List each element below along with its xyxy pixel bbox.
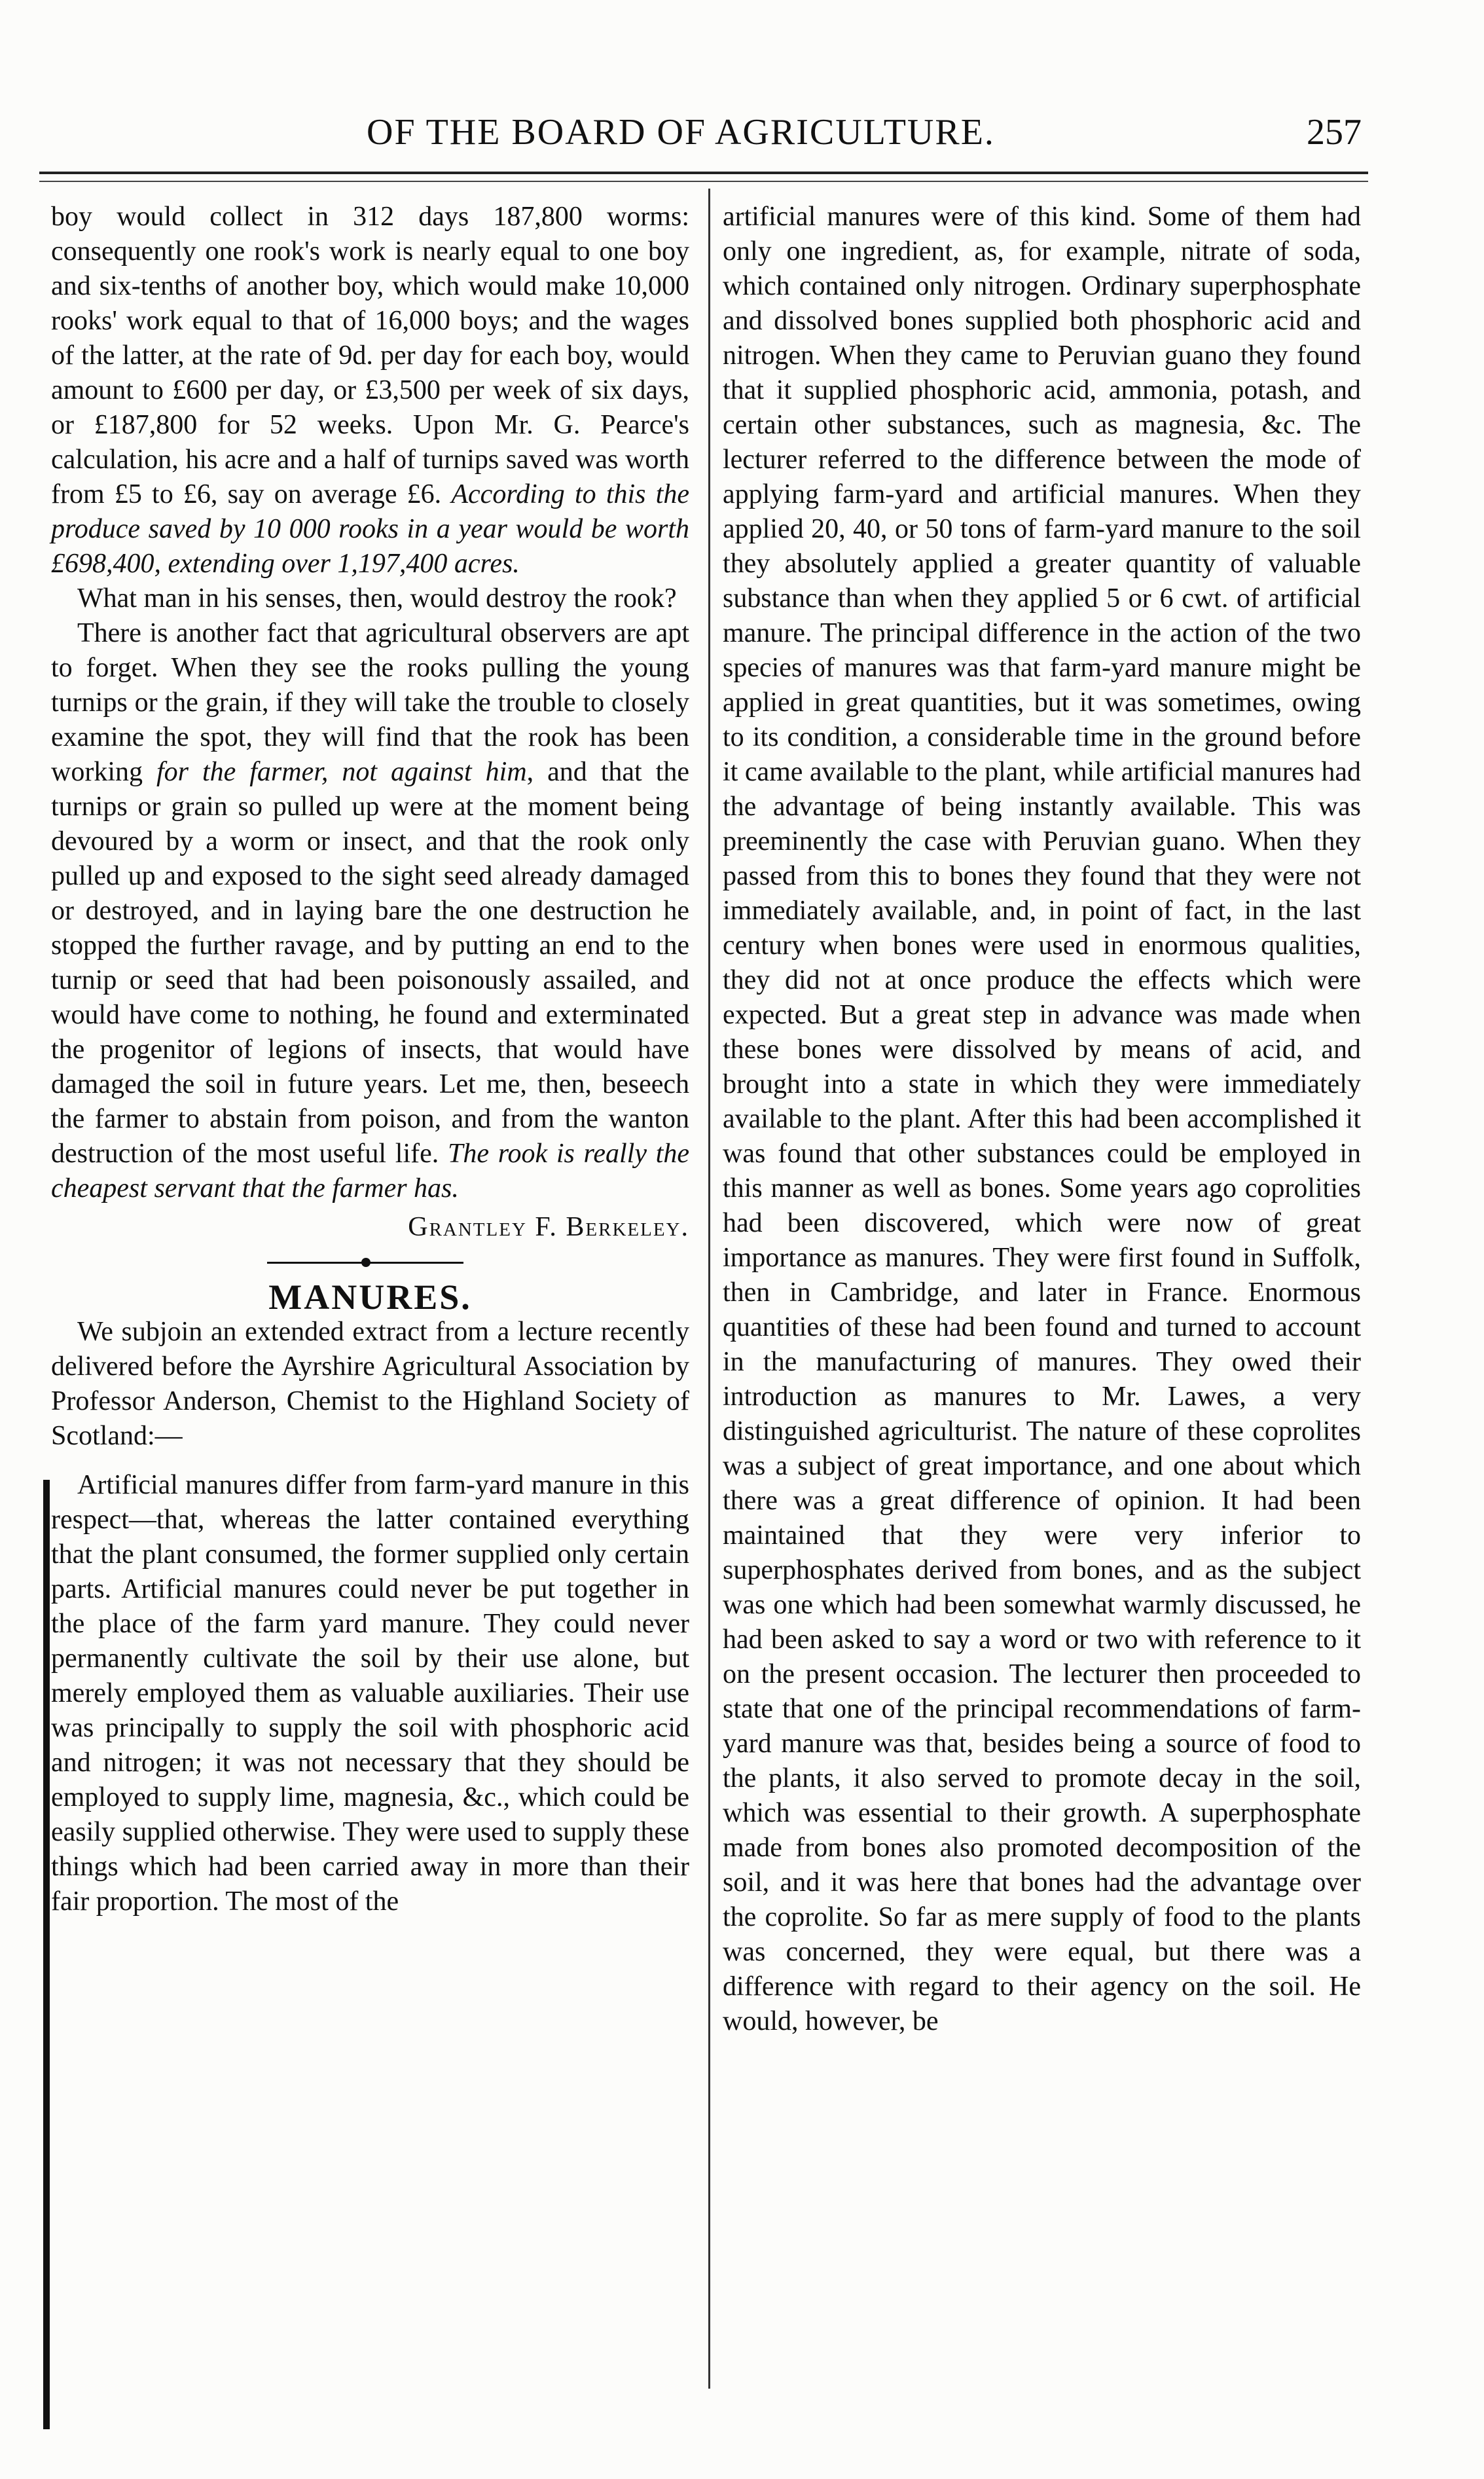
- left-column: [51, 200, 689, 1919]
- manures-paragraph-1: Artificial manures differ from farm-yard manure in this respect—that, whereas the latter contained everything that the plant consumed, the former supplied only certain parts. Artificial manures could never be put together in the place of the farm yard manure. They could never permanently cultivate the soil by their use alone, but merely employed them as valuable auxiliaries. Their use was principally to supply the soil with phosphoric acid and nitrogen; it was not necessary that they should be employed to supply lime, magnesia, &c., which could be easily supplied otherwise. They were used to supply these things which had been carried away in more than their fair proportion. The most of the: [51, 1470, 689, 1917]
- ornament-dot: [361, 1258, 371, 1267]
- rook-paragraph-1: [51, 200, 689, 581]
- rook-paragraph-3-italic-a: for the farmer, not against him: [156, 757, 527, 787]
- rook-paragraph-3: [51, 616, 689, 1206]
- running-head: [367, 111, 1362, 164]
- rook-paragraph-3-text-a: There is another fact that agricultural observers are apt to forget. When they see the rooks pulling the young turnips or the grain, if they will take the trouble to closely examine the spot, they will find that the rook has been working: [51, 618, 689, 787]
- header-rule-thick: [39, 172, 1368, 174]
- header-rule-thin: [39, 181, 1368, 182]
- manures-paragraph-continued: artificial manures were of this kind. Some of them had only one ingredient, as, for example, nitrate of soda, which contained only nitrogen. Ordinary superphosphate and dissolved bones supplied both phosphoric acid and nitrogen. When they came to Peruvian guano they found that it supplied phosphoric acid, ammonia, potash, and certain other substances, such as magnesia, &c. The lecturer referred to the difference between the mode of applying farm-yard and artificial manures. When they applied 20, 40, or 50 tons of farm-yard manure to the soil they absolutely applied a greater quantity of valuable substance than when they applied 5 or 6 cwt. of artificial manure. The principal difference in the action of the two species of manures was that farm-yard manure might be applied in great quantities, but it was sometimes, owing to its condition, a considerable time in the ground before it came available to the plant, while artificial manures had the advantage of being instantly available. This was preeminently the case with Peruvian guano. When they passed from this to bones they found that they were not immediately available, and, in point of fact, in the last century when bones were used in enormous qualities, they did not at once produce the effects which were expected. But a great step in advance was made when these bones were dissolved by means of acid, and brought into a state in which they were immediately available to the plant. After this had been accomplished it was found that other substances could be employed in this manner as well as bones. Some years ago coprolities had been discovered, which were now of great importance as manures. They were first found in Suffolk, then in Cambridge, and later in France. Enormous quantities of these had been found and turned to account in the manufacturing of manures. They owed their introduction as manures to Mr. Lawes, a very distinguished agriculturist. The nature of these coprolites was a subject of great importance, and one about which there was a great difference of opinion. It had been maintained that they were very inferior to superphosphates derived from bones, and as the subject was one which had been somewhat warmly discussed, he had been asked to say a word or two with reference to it on the present occasion. The lecturer then proceeded to state that one of the principal recommendations of farm-yard manure was that, besides being a source of food to the plants, it also served to promote decay in the soil, which was essential to their growth. A superphosphate made from bones also promoted decomposition of the soil, and it was here that bones had the advantage over the coprolite. So far as mere supply of food to the plants was concerned, they were equal, but there was a difference with regard to their agency on the soil. He would, however, be: [723, 202, 1361, 2036]
- rook-paragraph-2: What man in his senses, then, would destroy the rook?: [77, 583, 677, 614]
- author-signature: Grantley F. Berkeley.: [408, 1212, 689, 1242]
- binding-edge-shadow: [43, 1480, 50, 2429]
- right-column: [723, 200, 1361, 2039]
- section-title-manures: MANURES.: [268, 1277, 472, 1317]
- rook-paragraph-1-italic: According to this the produce saved by 10 000 rooks in a year would be worth £698,400, extending over 1,197,400 acres.: [51, 479, 689, 579]
- column-divider: [708, 189, 710, 2389]
- rook-paragraph-1-text: boy would collect in 312 days 187,800 worms: consequently one rook's work is nearly equal to one boy and six-tenths of another boy, which would make 10,000 rooks' work equal to that of 16,000 boys; and the wages of the latter, at the rate of 9d. per day for each boy, would amount to £600 per day, or £3,500 per week of six days, or £187,800 for 52 weeks. Upon Mr. G. Pearce's calculation, his acre and a half of turnips saved was worth from £5 to £6, say on average £6.: [51, 202, 689, 509]
- section-ornament: [51, 1245, 689, 1280]
- manures-intro-paragraph: We subjoin an extended extract from a lecture recently delivered before the Ayrshire Agricultural Association by Professor Anderson, Chemist to the Highland Society of Scotland:—: [51, 1317, 689, 1451]
- rook-paragraph-3-italic-b: The rook is really the cheapest servant that the farmer has.: [51, 1139, 689, 1203]
- running-title: OF THE BOARD OF AGRICULTURE.: [367, 112, 995, 153]
- page-number: 257: [1307, 112, 1362, 153]
- rook-paragraph-3-text-b: , and that the turnips or grain so pulled up were at the moment being devoured by a worm or insect, and that the rook only pulled up and exposed to the sight seed already damaged or destroyed, and in laying bare the one destruction he stopped the further ravage, and by putting an end to the turnip or seed that had been poisonously assailed, and would have come to nothing, he found and exterminated the progenitor of legions of insects, that would have damaged the soil in future years. Let me, then, beseech the farmer to abstain from poison, and from the wanton destruction of the most useful life.: [51, 757, 689, 1169]
